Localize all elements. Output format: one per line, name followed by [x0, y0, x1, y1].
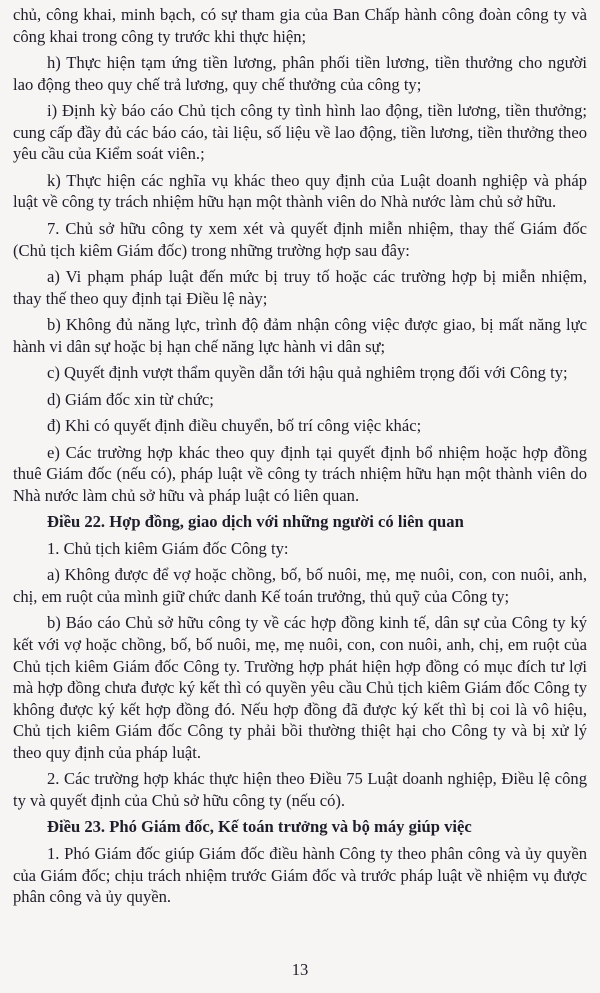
paragraph-item-e: e) Các trường hợp khác theo quy định tại quyết định bổ nhiệm hoặc hợp đồng thuê Giám đốc (nếu có), pháp luật về công ty trách nhiệm hữu hạn một thành viên do Nhà nước làm chủ sở hữu và pháp luật có liên quan.: [13, 442, 587, 505]
article-22-heading: Điều 22. Hợp đồng, giao dịch với những người có liên quan: [47, 512, 464, 532]
paragraph-item-d: d) Giám đốc xin từ chức;: [47, 389, 214, 409]
paragraph-clause-1: 1. Chủ tịch kiêm Giám đốc Công ty:: [47, 538, 289, 558]
paragraph-item-k: k) Thực hiện các nghĩa vụ khác theo quy định của Luật doanh nghiệp và pháp luật về công ty trách nhiệm hữu hạn một thành viên do Nhà nước làm chủ sở hữu.: [13, 170, 587, 212]
page-number: 13: [291, 960, 309, 979]
paragraph-item-b: b) Không đủ năng lực, trình độ đảm nhận công việc được giao, bị mất năng lực hành vi dân sự hoặc bị hạn chế năng lực hành vi dân sự;: [13, 315, 587, 356]
paragraph-item-b: b) Báo cáo Chủ sở hữu công ty về các hợp đồng kinh tế, dân sự của Công ty ký kết với vợ hoặc chồng, bố, bố nuôi, mẹ, mẹ nuôi, con, con nuôi, anh, chị, em ruột của Chủ tịch kiêm Giám đốc Công ty. Trường hợp phát hiện hợp đồng có mục đích tư lợi mà hợp đồng chưa được ký kết thì có quyền yêu cầu Chủ tịch kiêm Giám đốc Công ty không được ký kết hợp đồng đó. Nếu hợp đồng đã được ký kết thì bị coi là vô hiệu, Chủ tịch kiêm Giám đốc Công ty phải bồi thường thiệt hại cho Công ty và bị xử lý theo quy định của pháp luật.: [13, 613, 587, 762]
article-23-heading: Điều 23. Phó Giám đốc, Kế toán trưởng và bộ máy giúp việc: [47, 817, 472, 837]
paragraph-clause-7: 7. Chủ sở hữu công ty xem xét và quyết định miễn nhiệm, thay thế Giám đốc (Chủ tịch kiêm Giám đốc) trong những trường hợp sau đây:: [13, 218, 587, 260]
paragraph-clause-2: 2. Các trường hợp khác thực hiện theo Điều 75 Luật doanh nghiệp, Điều lệ công ty và quyết định của Chủ sở hữu công ty (nếu có).: [13, 769, 587, 810]
paragraph-continuation: chủ, công khai, minh bạch, có sự tham gia của Ban Chấp hành công đoàn công ty và công khai trong công ty trước khi thực hiện;: [13, 5, 587, 46]
paragraph-item-a: a) Vi phạm pháp luật đến mức bị truy tố hoặc các trường hợp bị miễn nhiệm, thay thế theo quy định tại Điều lệ này;: [13, 266, 587, 308]
paragraph-item-a: a) Không được để vợ hoặc chồng, bố, bố nuôi, mẹ, mẹ nuôi, con, con nuôi, anh, chị, em ruột của mình giữ chức danh Kế toán trưởng, thủ quỹ của Công ty;: [13, 565, 587, 606]
paragraph-item-h: h) Thực hiện tạm ứng tiền lương, phân phối tiền lương, tiền thưởng cho người lao động theo quy chế trả lương, quy chế thưởng của công ty;: [13, 53, 587, 94]
paragraph-item-dd: đ) Khi có quyết định điều chuyển, bố trí công việc khác;: [47, 416, 422, 436]
paragraph-item-i: i) Định kỳ báo cáo Chủ tịch công ty tình hình lao động, tiền lương, tiền thưởng; cung cấp đầy đủ các báo cáo, tài liệu, số liệu về lao động, tiền lương, tiền thưởng theo yêu cầu của Kiểm soát viên.;: [13, 101, 587, 164]
paragraph-item-c: c) Quyết định vượt thẩm quyền dẫn tới hậu quả nghiêm trọng đối với Công ty;: [47, 363, 568, 383]
paragraph-clause-1: 1. Phó Giám đốc giúp Giám đốc điều hành Công ty theo phân công và ủy quyền của Giám đốc; chịu trách nhiệm trước Giám đốc và trước pháp luật về nhiệm vụ được phân công và ủy quyền.: [13, 843, 587, 907]
